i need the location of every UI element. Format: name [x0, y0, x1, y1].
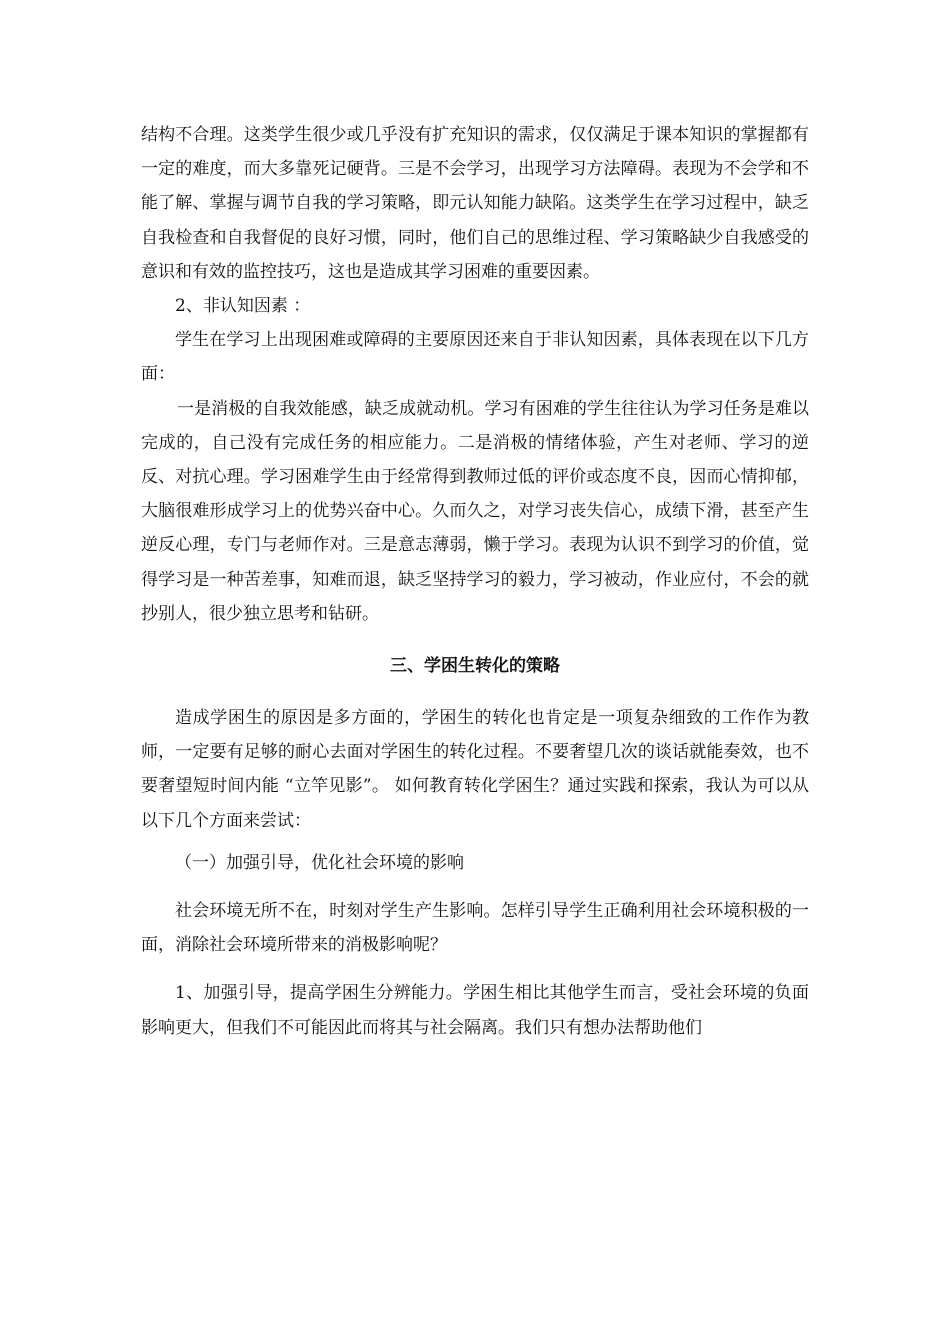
paragraph-cognitive-factors-end: 结构不合理。这类学生很少或几乎没有扩充知识的需求，仅仅满足于课本知识的掌握都有一定的难度，而大多靠死记硬背。三是不会学习，出现学习方法障碍。表现为不会学和不能了解、掌握与调节自我的学习策略，即元认知能力缺陷。这类学生在学习过程中，缺乏自我检查和自我督促的良好习惯，同时，他们自己的思维过程、学习策略缺少自我感受的意识和有效的监控技巧，这也是造成其学习困难的重要因素。 [141, 125, 809, 282]
paragraph-non-cognitive-details: 一是消极的自我效能感，缺乏成就动机。学习有困难的学生往往认为学习任务是难以完成的，自己没有完成任务的相应能力。二是消极的情绪体验，产生对老师、学习的逆反、对抗心理。学习困难学生由于经常得到教师过低的评价或态度不良，因而心情抑郁，大脑很难形成学习上的优势兴奋中心。久而久之，对学习丧失信心，成绩下滑，甚至产生逆反心理，专门与老师作对。三是意志薄弱，懒于学习。表现为认识不到学习的价值，觉得学习是一种苦差事，知难而退，缺乏坚持学习的毅力，学习被动，作业应付，不会的就抄别人，很少独立思考和钻研。 [141, 398, 809, 624]
paragraph-non-cognitive-intro: 学生在学习上出现困难或障碍的主要原因还来自于非认知因素，具体表现在以下几方面： [141, 330, 809, 385]
paragraph-improve-discernment: 1、加强引导，提高学困生分辨能力。学困生相比其他学生而言，受社会环境的负面影响更大，但我们不可能因此而将其与社会隔离。我们只有想办法帮助他们 [141, 983, 809, 1038]
paragraph-strategies-intro: 造成学困生的原因是多方面的，学困生的转化也肯定是一项复杂细致的工作作为教师，一定要有足够的耐心去面对学困生的转化过程。不要奢望几次的谈话就能奏效，也不要奢望短时间内能 “立竿见影”。 如何教育转化学困生？通过实践和探索，我认为可以从以下几个方面来尝试： [141, 708, 809, 831]
section-heading-strategies: 三、学困生转化的策略 [390, 656, 560, 677]
subheading-guidance-social-environment: （一）加强引导，优化社会环境的影响 [175, 852, 464, 873]
paragraph-social-environment: 社会环境无所不在，时刻对学生产生影响。怎样引导学生正确利用社会环境积极的一面，消除社会环境所带来的消极影响呢？ [141, 901, 809, 956]
document-page [141, 118, 809, 1045]
subheading-non-cognitive-factors: 2、非认知因素 ： [175, 296, 311, 317]
